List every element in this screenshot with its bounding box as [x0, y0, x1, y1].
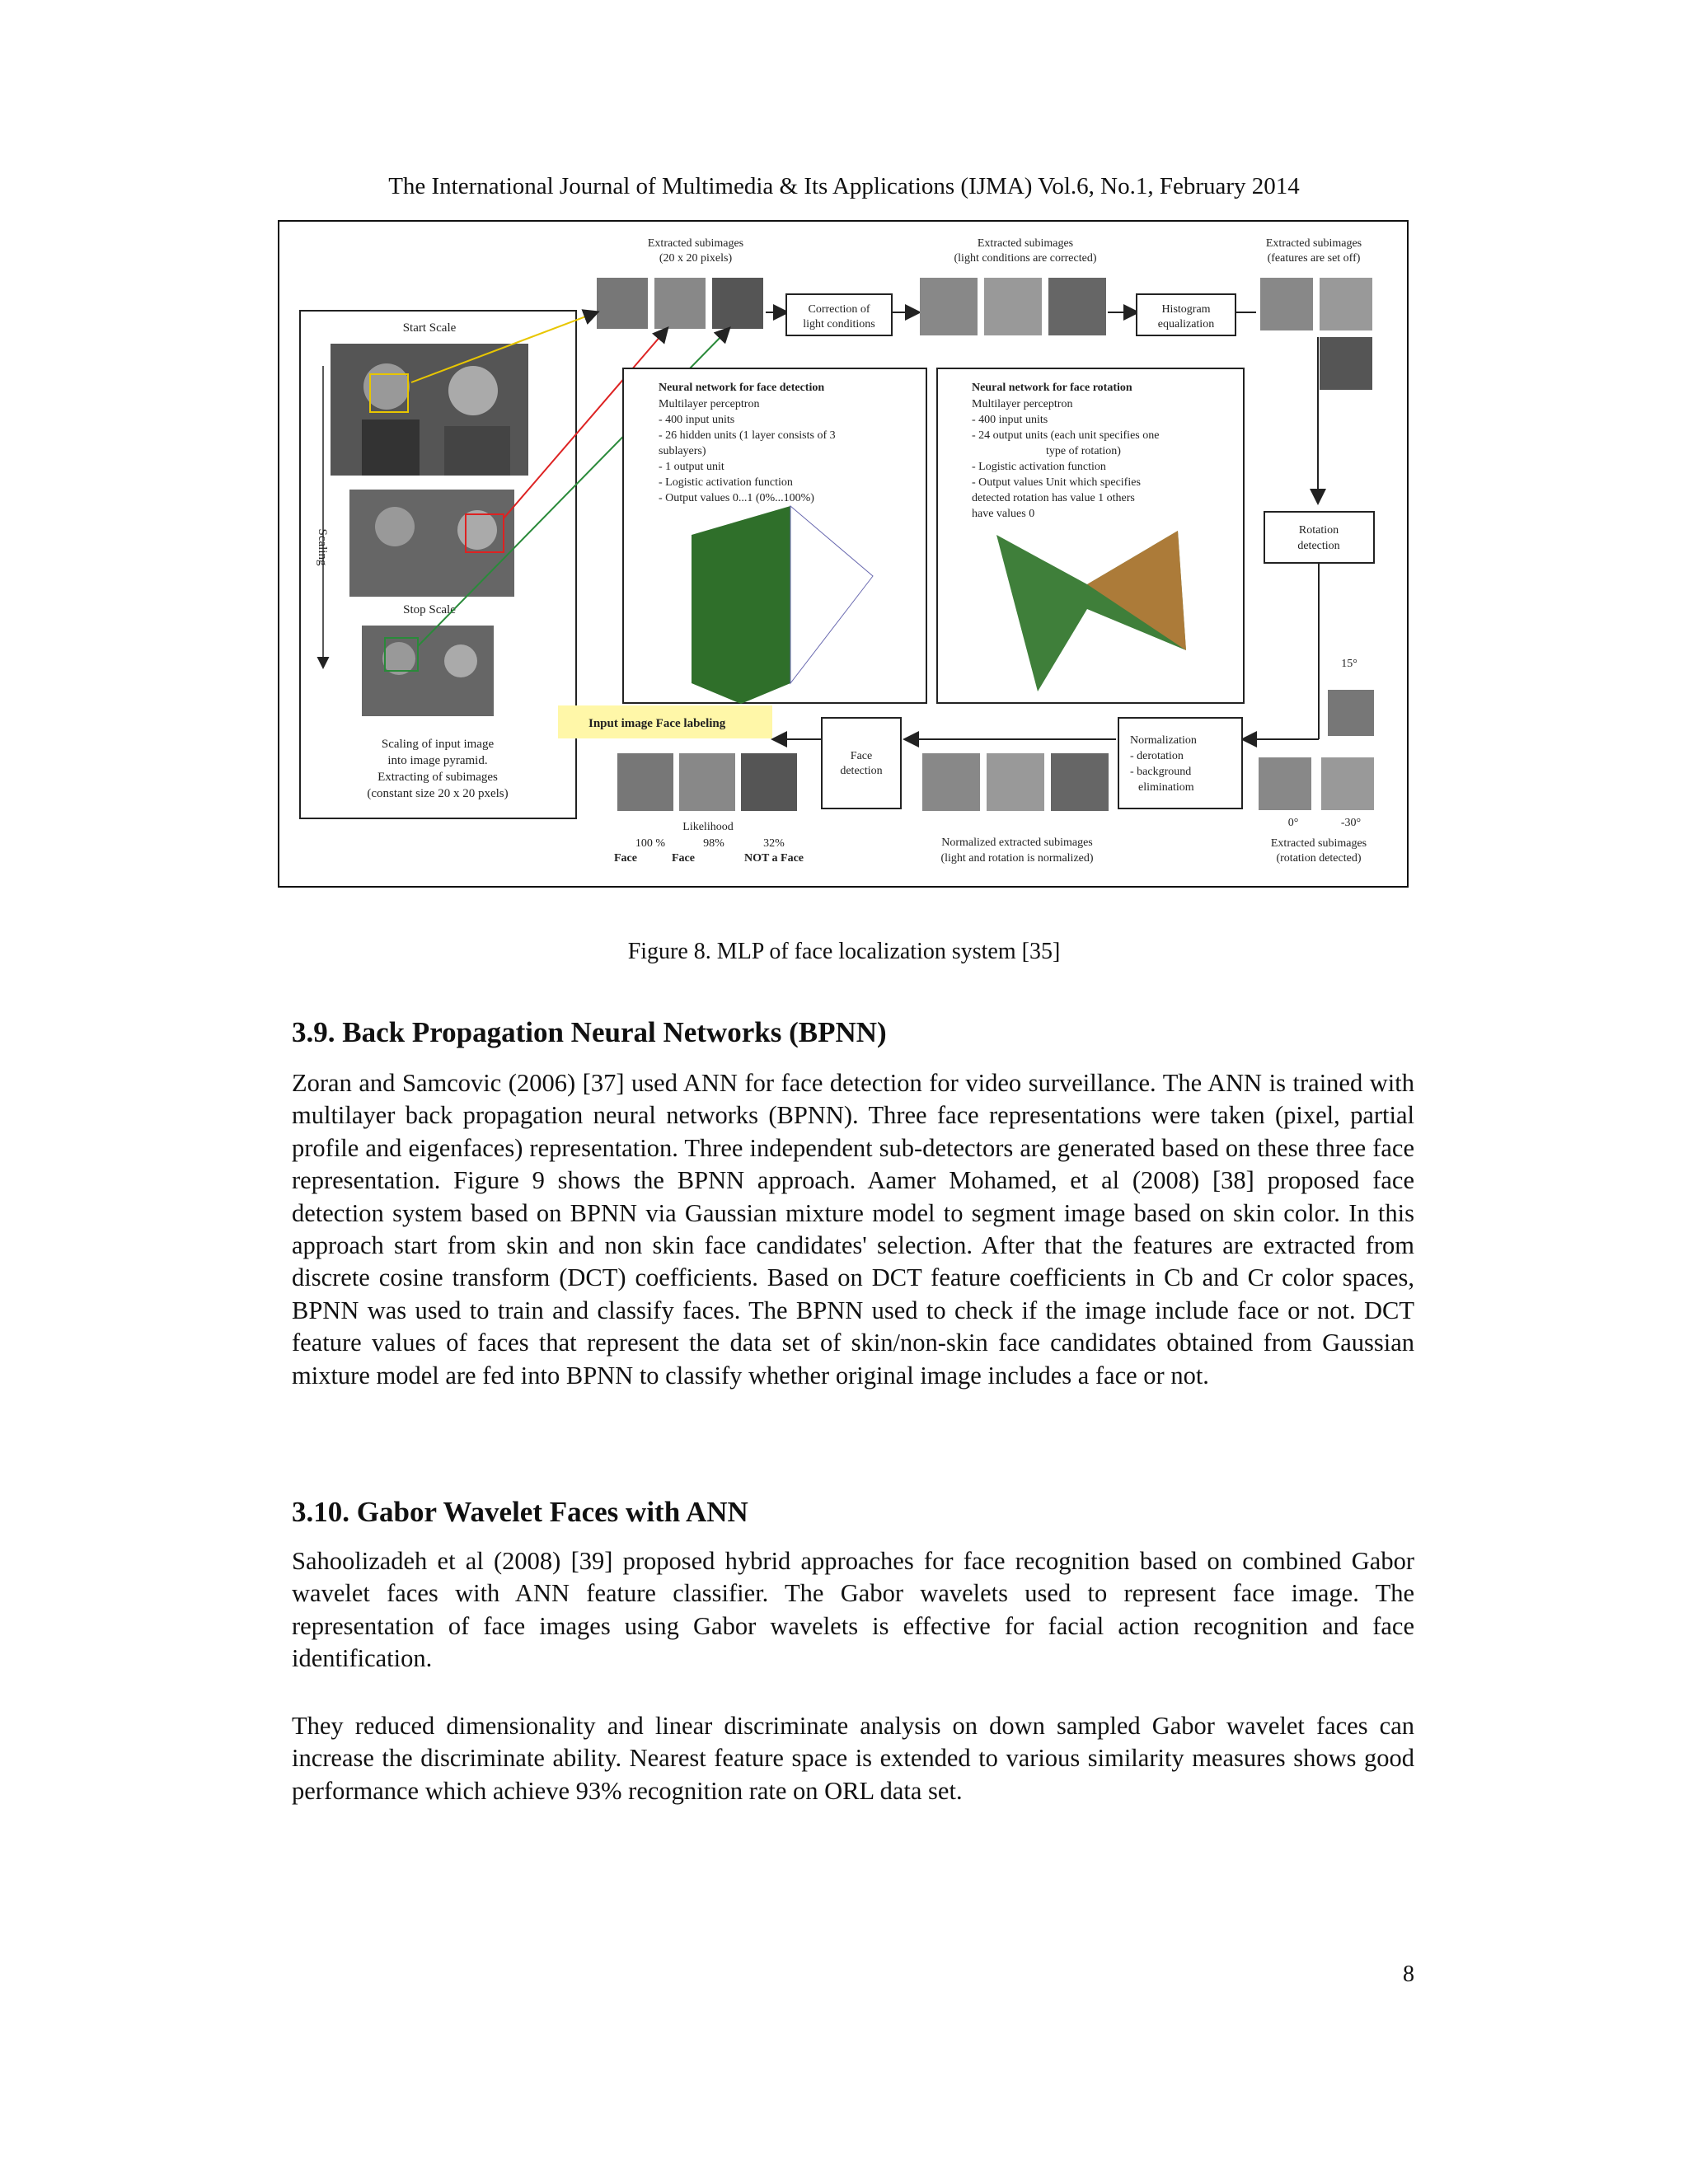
svg-text:Face: Face — [850, 750, 873, 762]
nn-description-line: - Output values Unit which specifies — [972, 476, 1141, 489]
nn-rotation-title: Neural network for face rotation — [972, 382, 1132, 394]
svg-text:(light conditions are correcte: (light conditions are corrected) — [954, 252, 1097, 265]
svg-text:Rotation: Rotation — [1298, 524, 1339, 537]
nn-description-line: detected rotation has value 1 others — [972, 492, 1135, 504]
svg-text:Histogram: Histogram — [1161, 303, 1211, 316]
page-number: 8 — [1403, 1961, 1414, 1987]
subimage-thumb — [1328, 690, 1374, 736]
subimage-thumb — [1320, 278, 1372, 330]
subimage-thumb — [1048, 278, 1106, 335]
svg-text:Normalization: Normalization — [1130, 734, 1197, 747]
svg-text:Normalized extracted subimages: Normalized extracted subimages — [941, 837, 1093, 849]
nn-description-line: Multilayer perceptron — [972, 398, 1073, 410]
svg-text:Face: Face — [672, 852, 695, 865]
subimage-thumb — [920, 278, 978, 335]
rotation-detection-box — [1264, 512, 1374, 563]
figure-mlp-face-localization — [278, 220, 1409, 888]
svg-text:equalization: equalization — [1157, 318, 1215, 330]
nn-description-line: - Output values 0...1 (0%...100%) — [659, 492, 814, 504]
running-header: The International Journal of Multimedia & Its Applications (IJMA) Vol.6, No.1, February 2014 — [388, 173, 1300, 199]
svg-text:Extracted subimages: Extracted subimages — [647, 237, 744, 250]
nn-description-line: have values 0 — [972, 508, 1035, 520]
subimage-thumb — [1321, 757, 1374, 810]
svg-text:32%: 32% — [763, 837, 785, 850]
subimage-thumb — [1259, 757, 1311, 810]
svg-text:into image pyramid.: into image pyramid. — [387, 754, 488, 767]
subimage-thumb — [617, 753, 673, 811]
nn-description-line: - 1 output unit — [659, 461, 724, 473]
nn-description-line: - Logistic activation function — [972, 461, 1106, 473]
section-heading: 3.9. Back Propagation Neural Networks (BPNN) — [292, 1016, 887, 1048]
nn-description-line: sublayers) — [659, 445, 706, 457]
subimage-thumb — [679, 753, 735, 811]
nn-description-line: Multilayer perceptron — [659, 398, 760, 410]
subimage-thumb — [597, 278, 648, 329]
svg-text:100 %: 100 % — [635, 837, 666, 850]
svg-text:Correction of: Correction of — [808, 303, 870, 316]
start-scale-label: Start Scale — [402, 321, 457, 335]
figure-diagram — [279, 222, 1407, 886]
svg-text:-30°: -30° — [1340, 817, 1362, 829]
subimage-thumb — [1051, 753, 1109, 811]
svg-text:eliminatiom: eliminatiom — [1138, 781, 1194, 794]
svg-text:(features are set off): (features are set off) — [1267, 252, 1361, 265]
svg-text:Extracting of subimages: Extracting of subimages — [377, 771, 498, 784]
nn-description-line: - 400 input units — [972, 414, 1048, 426]
section-paragraph: Zoran and Samcovic (2006) [37] used ANN for face detection for video surveillance. The ANN is trained with multilayer back propagation neural networks (BPNN). Three face representations were taken (pixel, partial profile and eigenfaces) representation. Three independent sub-detectors are generated based on these three face representation. Figure 9 shows the BPNN approach. Aamer Mohamed, et al (2008) [38] proposed face detection system based on BPNN via Gaussian mixture model to segment image based on skin color. In this approach start from skin and non skin face candidates' selection. After that the features are extracted from discrete cosine transform (DCT) coefficients. Based on DCT feature coefficients in Cb and Cr color spaces, BPNN was used to train and classify faces. The BPNN used to check if the image include face or not. DCT feature values of faces that represent the data set of skin/non-skin face candidates obtained from Gaussian mixture model are fed into BPNN to classify whether original image includes a face or not. — [292, 1069, 1414, 1390]
svg-text:- derotation: - derotation — [1130, 750, 1184, 762]
nn-description-line: type of rotation) — [1046, 445, 1121, 457]
nn-description-line: - 24 output units (each unit specifies one — [972, 429, 1160, 442]
section-heading: 3.10. Gabor Wavelet Faces with ANN — [292, 1496, 748, 1528]
nn-description-line: - 400 input units — [659, 414, 735, 426]
svg-text:NOT a Face: NOT a Face — [743, 852, 804, 865]
scaling-label: Scaling — [316, 528, 329, 566]
normalization-box — [1118, 718, 1242, 808]
nn-detection-title: Neural network for face detection — [659, 382, 825, 394]
section-paragraph: They reduced dimensionality and linear discriminate analysis on down sampled Gabor wavelet faces can increase the discriminate ability. Nearest feature space is extended to various similarity measures shows good performance which achieve 93% recognition rate on ORL data set. — [292, 1712, 1414, 1805]
subimage-thumb — [712, 278, 763, 329]
subimage-thumb — [922, 753, 980, 811]
subimage-thumb — [1260, 278, 1313, 330]
svg-text:Extracted subimages: Extracted subimages — [1270, 837, 1367, 850]
svg-text:Likelihood: Likelihood — [682, 821, 734, 833]
subimage-thumb — [741, 753, 797, 811]
svg-text:light conditions: light conditions — [803, 318, 875, 330]
svg-text:98%: 98% — [703, 837, 724, 850]
subimage-thumb — [1320, 337, 1372, 390]
figure-caption: Figure 8. MLP of face localization system [35] — [627, 939, 1061, 964]
subimage-thumb — [984, 278, 1042, 335]
svg-text:detection: detection — [840, 765, 883, 777]
svg-text:Scaling of input image: Scaling of input image — [381, 738, 495, 751]
subimage-thumb — [987, 753, 1044, 811]
face-detection-box — [822, 718, 901, 808]
svg-text:15°: 15° — [1341, 658, 1357, 670]
svg-text:(constant size 20 x 20 pxels): (constant size 20 x 20 pxels) — [367, 787, 509, 800]
nn-description-line: - Logistic activation function — [659, 476, 793, 489]
svg-text:0°: 0° — [1287, 817, 1299, 829]
svg-text:- background: - background — [1130, 766, 1192, 778]
svg-text:Input image Face labeling: Input image Face labeling — [588, 717, 726, 730]
subimage-thumb — [654, 278, 706, 329]
nn-description-line: - 26 hidden units (1 layer consists of 3 — [659, 429, 836, 442]
svg-text:Extracted subimages: Extracted subimages — [1265, 237, 1362, 250]
svg-text:(rotation detected): (rotation detected) — [1276, 852, 1362, 865]
svg-text:Extracted subimages: Extracted subimages — [977, 237, 1074, 250]
nn-detection-net-plot — [692, 506, 790, 704]
svg-text:Face: Face — [614, 852, 637, 865]
svg-text:(20 x 20 pixels): (20 x 20 pixels) — [659, 252, 733, 265]
svg-text:(light and rotation is normali: (light and rotation is normalized) — [940, 852, 1094, 865]
svg-text:detection: detection — [1297, 540, 1340, 552]
section-paragraph: Sahoolizadeh et al (2008) [39] proposed hybrid approaches for face recognition based on combined Gabor wavelet faces with ANN feature classifier. The Gabor wavelets used to represent face image. The representation of face images using Gabor wavelets is effective for facial action recognition and face identification. — [292, 1547, 1414, 1673]
stop-scale-label: Stop Scale — [403, 603, 456, 616]
